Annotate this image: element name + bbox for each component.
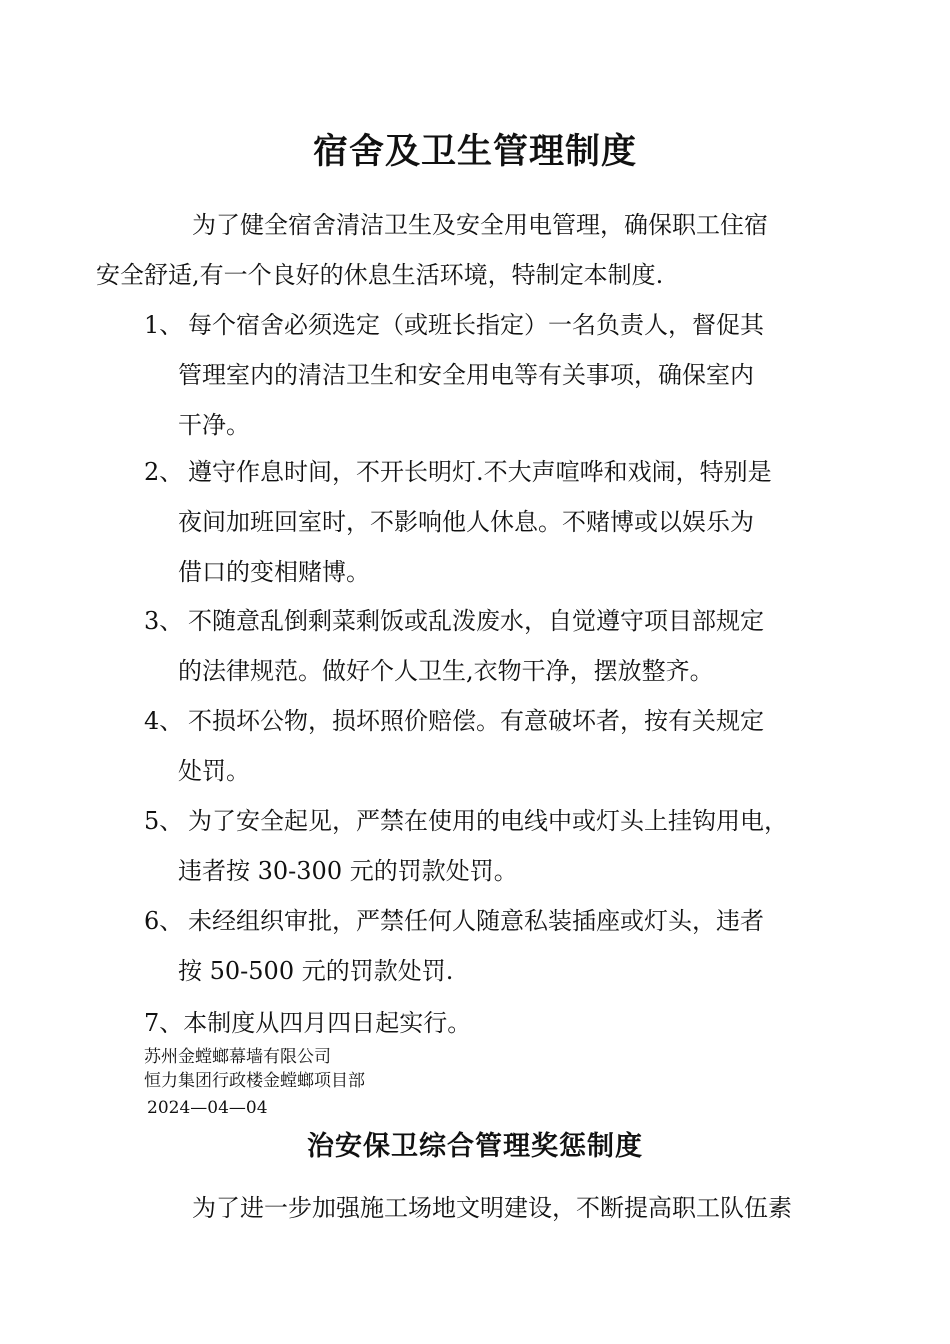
rule-item-2: [144, 447, 834, 597]
rule-line: 处罚。: [178, 757, 250, 785]
rule-number: 5、: [144, 807, 184, 835]
rule-line: 干净。: [178, 411, 250, 439]
rule-line: 夜间加班回室时，不影响他人休息。不赌博或以娱乐为: [178, 508, 754, 536]
rule-line: 的法律规范。做好个人卫生,衣物干净，摆放整齐。: [178, 657, 714, 685]
rule-line: 管理室内的清洁卫生和安全用电等有关事项，确保室内: [178, 361, 754, 389]
rule-item-1: [144, 300, 834, 450]
rule-number: 1、: [144, 311, 184, 339]
rule-line: 不损坏公物，损坏照价赔偿。有意破坏者，按有关规定: [188, 707, 764, 735]
department-name: 恒力集团行政楼金螳螂项目部: [144, 1071, 365, 1091]
rule-item-5: [144, 796, 834, 896]
second-intro-line: 为了进一步加强施工场地文明建设，不断提高职工队伍素: [192, 1194, 792, 1222]
document-date: 2024—04—04: [147, 1098, 268, 1118]
rule-item-3: [144, 596, 834, 696]
rule-item-4: [144, 696, 834, 796]
rule-number: 6、: [144, 907, 184, 935]
effective-date-rule: 7、本制度从四月四日起实行。: [144, 1009, 472, 1037]
document-title: 宿舍及卫生管理制度: [312, 131, 637, 172]
rule-line: 遵守作息时间，不开长明灯.不大声喧哗和戏闹，特别是: [188, 458, 772, 486]
intro-line-1: 为了健全宿舍清洁卫生及安全用电管理，确保职工住宿: [192, 211, 768, 239]
company-name: 苏州金螳螂幕墙有限公司: [144, 1047, 331, 1067]
rule-line: 按 50-500 元的罚款处罚.: [178, 957, 454, 985]
rule-line: 每个宿舍必须选定（或班长指定）一名负责人，督促其: [188, 311, 764, 339]
intro-paragraph: [96, 200, 824, 300]
rule-line: 为了安全起见，严禁在使用的电线中或灯头上挂钩用电，: [188, 807, 788, 835]
intro-line-2: 安全舒适,有一个良好的休息生活环境，特制定本制度.: [96, 261, 664, 289]
rule-number: 3、: [144, 607, 184, 635]
second-document-title: 治安保卫综合管理奖惩制度: [307, 1131, 643, 1162]
rule-line: 借口的变相赌博。: [178, 558, 370, 586]
rule-line: 违者按 30-300 元的罚款处罚。: [178, 857, 518, 885]
rule-number: 2、: [144, 458, 184, 486]
rule-item-6: [144, 896, 834, 996]
rule-number: 4、: [144, 707, 184, 735]
rule-line: 未经组织审批，严禁任何人随意私装插座或灯头，违者: [188, 907, 764, 935]
rule-line: 不随意乱倒剩菜剩饭或乱泼废水，自觉遵守项目部规定: [188, 607, 764, 635]
